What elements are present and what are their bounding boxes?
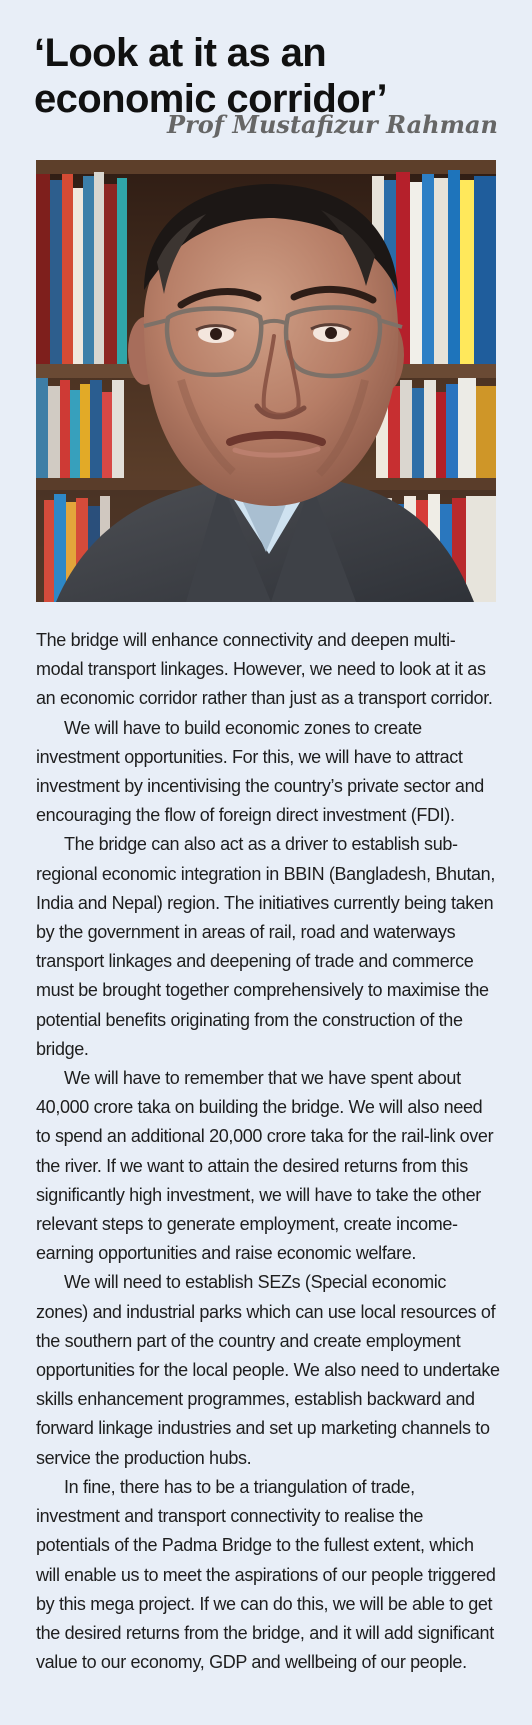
article-paragraph-1: The bridge will enhance connectivity and deepen multi-modal transport linkages. However, we need to look at it as an economic corridor rather than just as a transport corridor.	[36, 630, 493, 709]
article-paragraph-4: We will have to remember that we have spent about 40,000 crore taka on building the bridge. We will also need to spend an additional 20,000 crore taka for the rail-link over the river. If we want to attain the desired returns from this significantly high investment, we will have to take the other relevant steps to generate employment, create income-earning opportunities and raise economic welfare.	[36, 1068, 494, 1264]
article-body	[36, 626, 500, 1677]
article-paragraph-2: We will have to build economic zones to create investment opportunities. For this, we will have to attract investment by incentivising the country’s private sector and encouraging the flow of foreign direct investment (FDI).	[36, 717, 484, 826]
article-paragraph-3: The bridge can also act as a driver to establish sub-regional economic integration in BBIN (Bangladesh, Bhutan, India and Nepal) region. The initiatives currently being taken by the government in areas of rail, road and waterways transport linkages and deepening of trade and commerce must be brought together comprehensively to maximise the potential benefits originating from the construction of the bridge.	[36, 834, 495, 1059]
article-paragraph-6: In fine, there has to be a triangulation of trade, investment and transport connectivity to realise the potentials of the Padma Bridge to the fullest extent, which will enable us to meet the aspirations of our people triggered by this mega project. If we can do this, we will be able to get the desired returns from the bridge, and it will add significant value to our economy, GDP and wellbeing of our people.	[36, 1476, 496, 1673]
article-byline: Prof Mustafizur Rahman	[167, 110, 498, 139]
article-paragraph-5: We will need to establish SEZs (Special economic zones) and industrial parks which can use local resources of the southern part of the country and create employment opportunities for the local people. We also need to undertake skills enhancement programmes, establish backward and forward linkage industries and set up marketing channels to service the production hubs.	[36, 1272, 500, 1468]
author-portrait	[36, 160, 496, 602]
article-headline: ‘Look at it as an economic corridor’	[34, 31, 387, 121]
